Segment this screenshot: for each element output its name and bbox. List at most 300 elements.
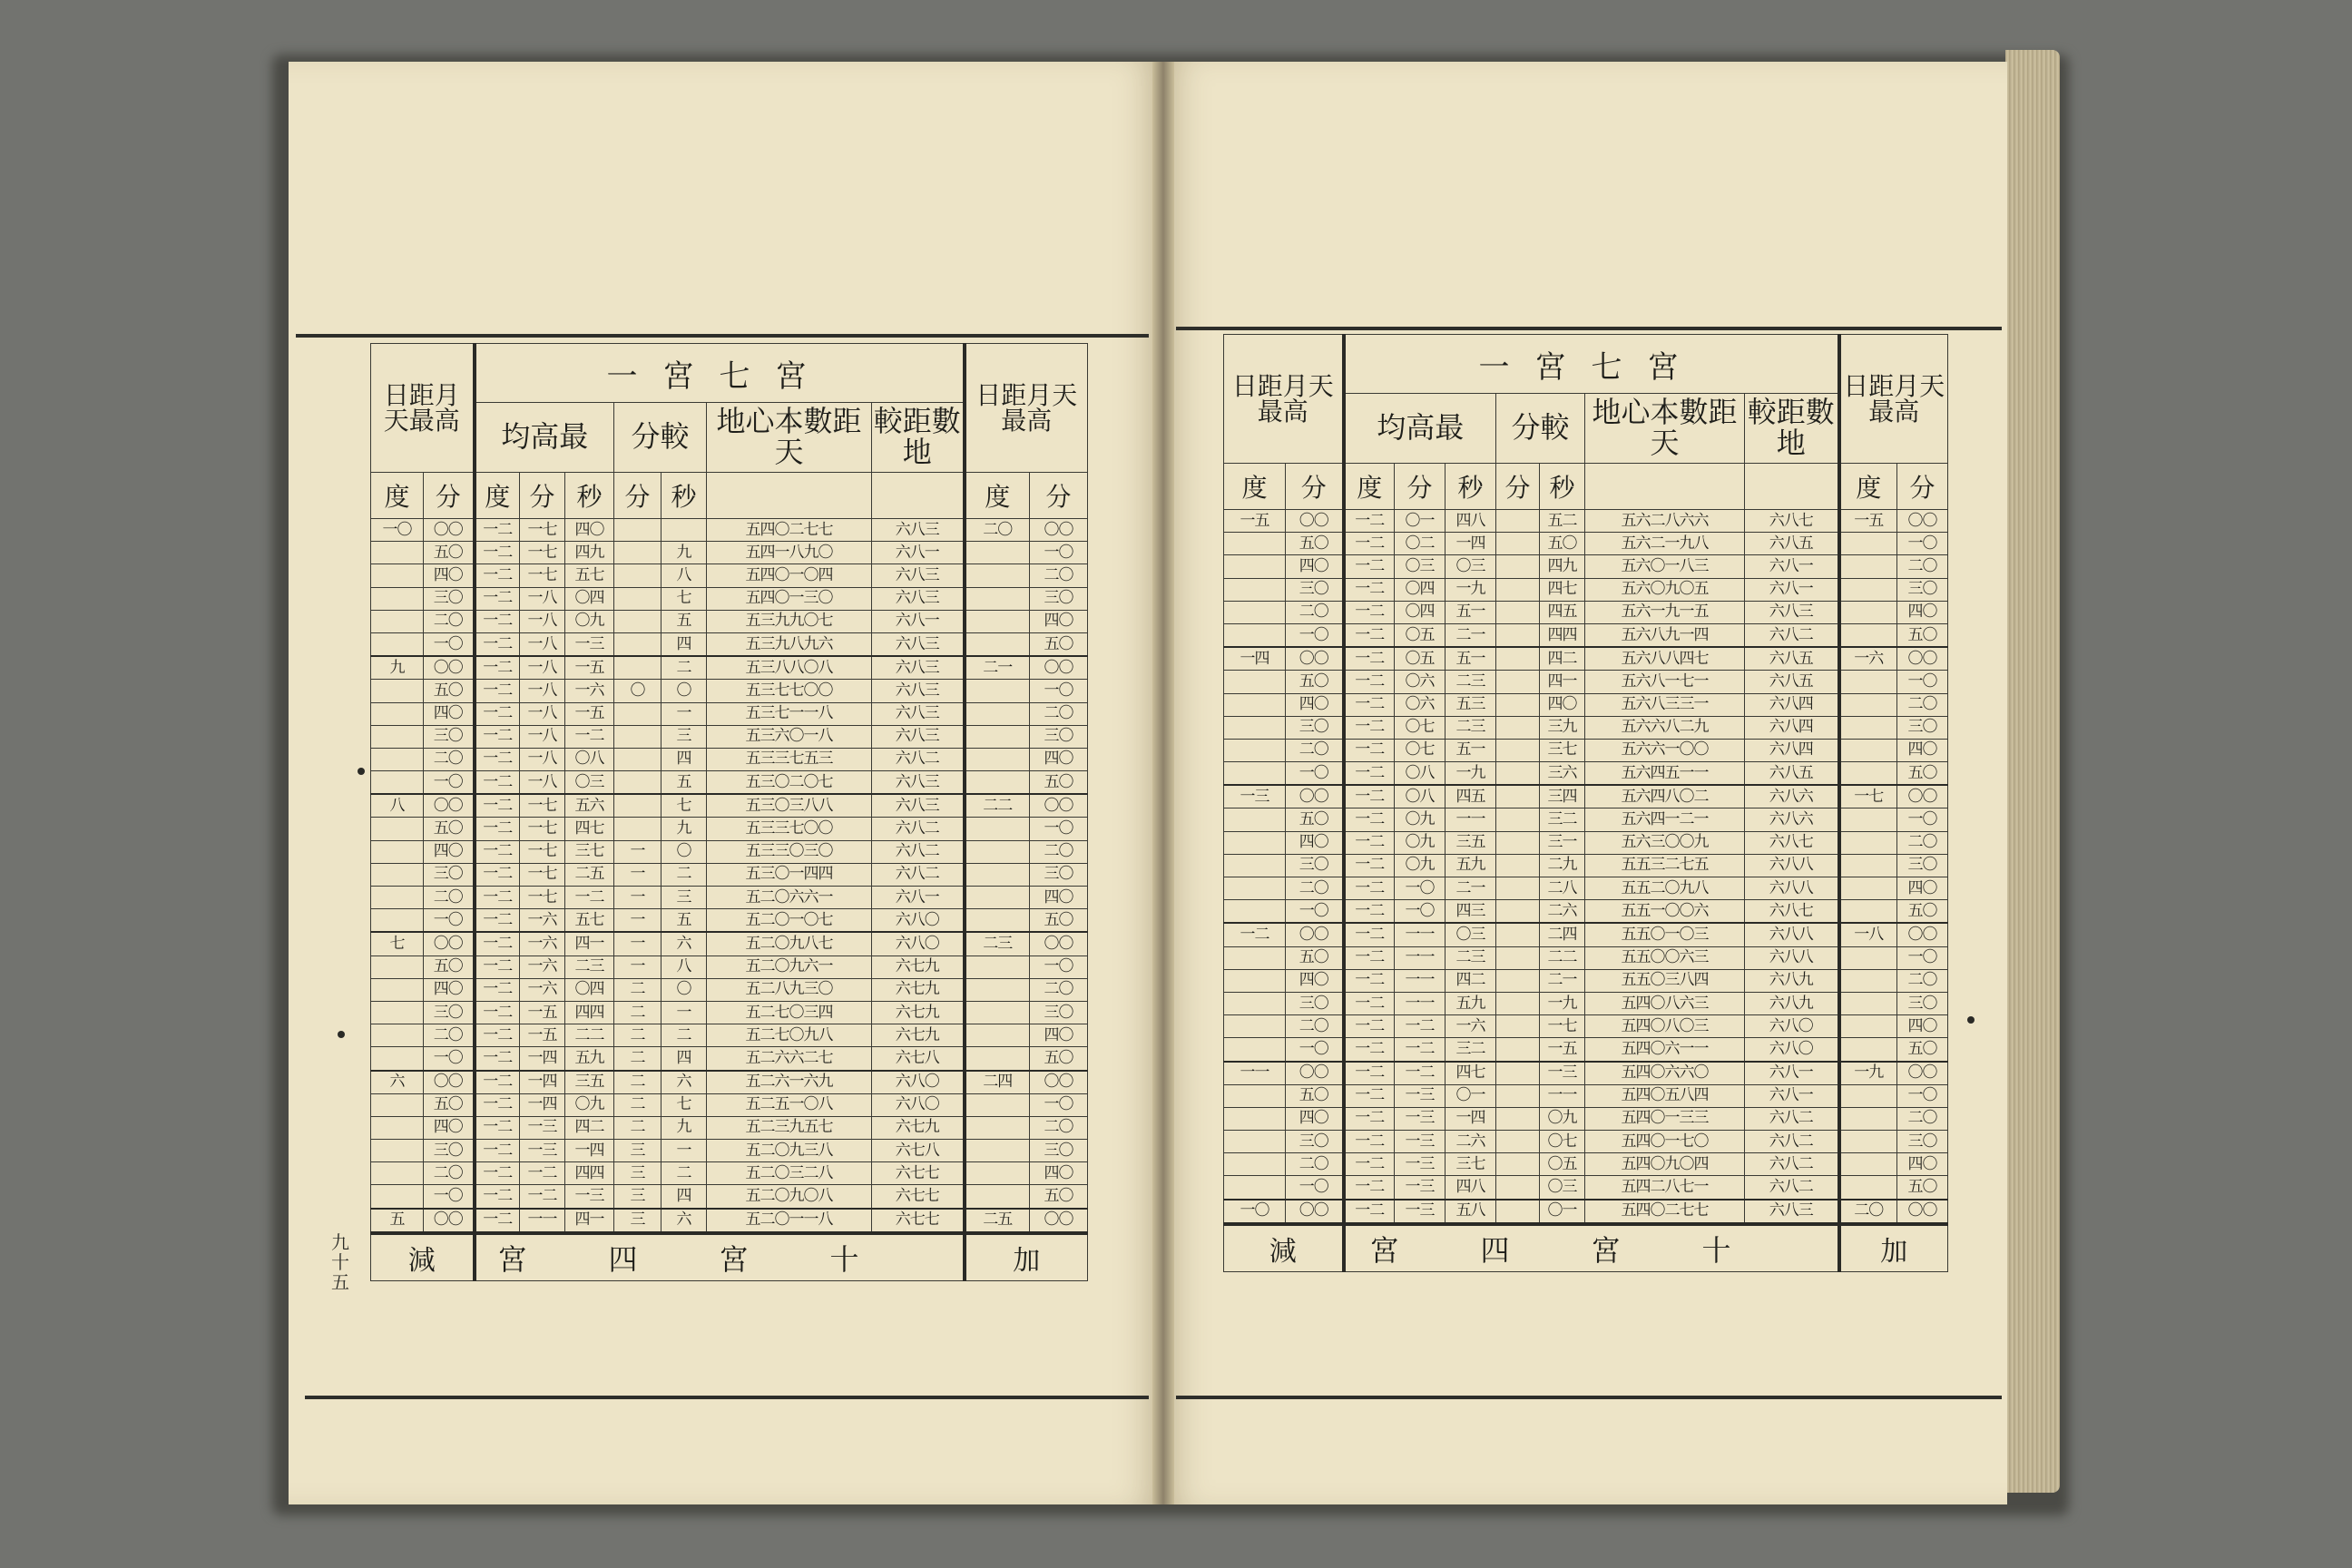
table-cell: 二〇 — [1030, 702, 1088, 725]
table-cell: 六 — [371, 1071, 424, 1094]
column-header: 地心本數距天 — [707, 403, 872, 473]
table-cell: 五四一八九〇 — [707, 542, 872, 564]
table-cell: 一二 — [1344, 671, 1395, 693]
table-cell: 一〇 — [424, 1047, 475, 1071]
table-cell: 六八三 — [872, 587, 965, 610]
table-cell: 一二 — [1344, 1038, 1395, 1062]
table-cell: 五六六一〇〇 — [1585, 739, 1745, 761]
table-cell: 三〇 — [1286, 854, 1344, 877]
table-cell: 五五一〇〇六 — [1585, 900, 1745, 924]
table-cell: 六八三 — [872, 771, 965, 795]
table-cell — [371, 680, 424, 702]
table-cell — [1839, 877, 1897, 900]
table-row — [371, 1162, 1088, 1185]
table-cell: 一二 — [475, 956, 520, 978]
table-cell — [965, 1093, 1030, 1116]
table-row — [371, 794, 1088, 818]
unit-label: 度 — [371, 473, 424, 519]
table-cell: 〇二 — [1395, 533, 1446, 555]
book-gutter — [1152, 62, 1174, 1504]
table-cell: 〇三 — [1446, 555, 1496, 578]
table-cell: 五四〇八〇三 — [1585, 1015, 1745, 1038]
table-cell: 五三〇二〇七 — [707, 771, 872, 795]
table-cell: 五三七一一八 — [707, 702, 872, 725]
table-cell: 六 — [662, 1071, 707, 1094]
table-cell: 一九 — [1839, 1062, 1897, 1085]
table-cell: 六八一 — [872, 610, 965, 632]
table-cell: 一〇 — [1030, 818, 1088, 840]
table-cell: 六八〇 — [872, 1071, 965, 1094]
table-cell: 〇四 — [565, 978, 614, 1001]
table-cell: 四〇 — [1897, 601, 1948, 623]
table-cell: 〇三 — [1540, 1176, 1585, 1200]
table-cell: 六八〇 — [872, 909, 965, 933]
binding-hole — [358, 768, 365, 775]
table-cell: 一〇 — [1395, 900, 1446, 924]
table-row — [371, 978, 1088, 1001]
table-cell — [965, 909, 1030, 933]
table-cell: 五四〇一三三 — [1585, 1107, 1745, 1130]
table-cell — [1496, 992, 1540, 1014]
table-cell: 九 — [662, 818, 707, 840]
table-cell: 二〇 — [1286, 739, 1344, 761]
table-cell: 一四 — [565, 1140, 614, 1162]
table-cell: 五四〇一三〇 — [707, 587, 872, 610]
table-cell: 六七八 — [872, 1047, 965, 1071]
table-cell: 四〇 — [1286, 969, 1344, 992]
table-cell: 一二 — [475, 863, 520, 886]
table-cell — [1839, 671, 1897, 693]
footer-side-label: 減 — [1224, 1224, 1344, 1272]
table-cell — [371, 818, 424, 840]
table-cell: 四四 — [565, 1162, 614, 1185]
table-cell: 五六一九一五 — [1585, 601, 1745, 623]
unit-label: 分 — [1395, 464, 1446, 510]
table-cell — [965, 956, 1030, 978]
table-row — [1224, 601, 1948, 623]
table-cell: 六八三 — [1745, 601, 1839, 623]
table-cell: 一〇 — [1030, 1093, 1088, 1116]
table-row — [371, 632, 1088, 656]
table-cell: 一二 — [1344, 578, 1395, 601]
table-cell — [1839, 946, 1897, 969]
table-cell: 五六八九一四 — [1585, 623, 1745, 647]
table-cell: 六八三 — [872, 794, 965, 818]
table-cell: 二〇 — [1286, 1153, 1344, 1176]
table-cell: 四〇 — [424, 564, 475, 587]
table-cell: 一三 — [1395, 1107, 1446, 1130]
table-cell: 一二 — [475, 1093, 520, 1116]
table-cell — [965, 1024, 1030, 1047]
table-cell — [1839, 808, 1897, 831]
table-cell — [614, 632, 662, 656]
column-header: 分較 — [1496, 394, 1585, 464]
table-cell: 六八九 — [1745, 969, 1839, 992]
table-cell — [1224, 555, 1286, 578]
table-cell: 五三〇三八八 — [707, 794, 872, 818]
table-cell — [965, 1116, 1030, 1139]
table-cell — [965, 887, 1030, 909]
table-cell: 六八四 — [1745, 716, 1839, 739]
table-cell — [371, 1001, 424, 1024]
unit-label: 分 — [1897, 464, 1948, 510]
table-cell — [1224, 623, 1286, 647]
table-cell: 一 — [614, 932, 662, 956]
table-row — [371, 680, 1088, 702]
table-row — [1224, 1015, 1948, 1038]
table-cell — [1496, 623, 1540, 647]
table-cell: 四〇 — [1286, 831, 1344, 854]
table-cell: 〇〇 — [424, 932, 475, 956]
table-cell: 三〇 — [1897, 854, 1948, 877]
table-cell: 一二 — [475, 1071, 520, 1094]
table-cell: 一九 — [1540, 992, 1585, 1014]
table-cell — [1224, 808, 1286, 831]
table-cell: 二 — [614, 1071, 662, 1094]
table-cell — [1224, 739, 1286, 761]
table-cell: 一 — [662, 702, 707, 725]
table-cell — [1224, 946, 1286, 969]
table-cell — [371, 587, 424, 610]
table-cell: 四〇 — [1540, 693, 1585, 716]
table-cell: 一二 — [475, 1162, 520, 1185]
table-cell: 四一 — [1540, 671, 1585, 693]
table-cell: 四〇 — [1897, 877, 1948, 900]
table-cell: 一二 — [1344, 1015, 1395, 1038]
unit-label: 度 — [475, 473, 520, 519]
table-cell: 二一 — [1446, 623, 1496, 647]
table-cell: 〇四 — [1395, 578, 1446, 601]
table-row — [371, 1209, 1088, 1233]
table-cell: 五三三〇三〇 — [707, 840, 872, 863]
unit-label: 分 — [614, 473, 662, 519]
unit-label — [707, 473, 872, 519]
table-cell: 五二〇九六一 — [707, 956, 872, 978]
table-row — [371, 519, 1088, 542]
table-cell: 三六 — [1540, 762, 1585, 786]
table-cell: 五二〇九八七 — [707, 932, 872, 956]
table-cell: 九 — [662, 1116, 707, 1139]
table-cell — [1496, 1038, 1540, 1062]
table-cell — [371, 887, 424, 909]
table-cell — [1496, 716, 1540, 739]
table-cell — [1224, 693, 1286, 716]
table-cell: 〇五 — [1540, 1153, 1585, 1176]
table-cell: 六八三 — [872, 725, 965, 748]
table-cell: 一二 — [1344, 1131, 1395, 1153]
table-cell: 一二 — [1344, 854, 1395, 877]
table-cell: 四五 — [1446, 785, 1496, 808]
table-cell: 一三 — [565, 632, 614, 656]
table-cell: 一六 — [1839, 647, 1897, 671]
table-row — [1224, 739, 1948, 761]
table-cell: 五二六六二七 — [707, 1047, 872, 1071]
footer-title: 宮四宮十 — [475, 1233, 965, 1281]
table-cell: 二〇 — [1030, 564, 1088, 587]
table-cell: 二〇 — [1030, 1116, 1088, 1139]
table-row — [371, 818, 1088, 840]
table-cell: 六八三 — [872, 632, 965, 656]
table-cell: 五六二八六六 — [1585, 510, 1745, 533]
table-cell: 五二六一六九 — [707, 1071, 872, 1094]
table-row — [1224, 1038, 1948, 1062]
table-cell: 五〇 — [1286, 808, 1344, 831]
table-cell: 〇〇 — [1030, 794, 1088, 818]
table-row — [1224, 1107, 1948, 1130]
table-cell: 二〇 — [1897, 969, 1948, 992]
table-cell — [371, 1093, 424, 1116]
table-cell: 四九 — [1540, 555, 1585, 578]
table-cell: 一六 — [520, 932, 565, 956]
table-cell: 〇〇 — [1030, 656, 1088, 680]
table-cell: 五三 — [1446, 693, 1496, 716]
table-cell: 四七 — [1446, 1062, 1496, 1085]
table-cell — [1839, 578, 1897, 601]
table-cell: 二〇 — [424, 1162, 475, 1185]
table-cell: 一二 — [475, 1001, 520, 1024]
table-row — [1224, 671, 1948, 693]
table-row — [1224, 623, 1948, 647]
table-cell — [1224, 716, 1286, 739]
table-cell: 〇 — [662, 680, 707, 702]
table-cell: 三〇 — [1897, 716, 1948, 739]
table-row — [371, 725, 1088, 748]
table-cell: 三〇 — [1286, 578, 1344, 601]
table-cell: 〇四 — [565, 587, 614, 610]
table-cell: 一二 — [1344, 1084, 1395, 1107]
table-cell — [965, 818, 1030, 840]
table-cell: 〇八 — [565, 748, 614, 770]
table-row — [1224, 854, 1948, 877]
table-cell: 六八二 — [1745, 623, 1839, 647]
table-cell: 〇六 — [1395, 693, 1446, 716]
table-body — [371, 519, 1088, 1233]
table-cell — [371, 840, 424, 863]
table-cell — [1496, 533, 1540, 555]
table-row — [371, 840, 1088, 863]
table-cell: 三 — [614, 1209, 662, 1233]
table-cell: 〇 — [662, 978, 707, 1001]
table-cell: 一三 — [1395, 1153, 1446, 1176]
table-cell — [1496, 785, 1540, 808]
table-cell: 二二 — [565, 1024, 614, 1047]
table-cell — [371, 1024, 424, 1047]
table-cell: 三二 — [1446, 1038, 1496, 1062]
table-cell: 六八一 — [1745, 578, 1839, 601]
table-cell: 一二 — [1344, 1200, 1395, 1224]
table-cell — [1224, 900, 1286, 924]
table-cell — [1224, 533, 1286, 555]
table-cell: 一二 — [1344, 785, 1395, 808]
table-cell — [1839, 762, 1897, 786]
table-cell: 八 — [662, 956, 707, 978]
binding-hole — [1967, 1016, 1975, 1024]
table-cell: 一一 — [1395, 992, 1446, 1014]
table-cell: 五 — [662, 909, 707, 933]
table-title: 一宮七宮 — [1344, 335, 1839, 394]
table-cell: 二〇 — [1839, 1200, 1897, 1224]
table-cell — [1496, 1200, 1540, 1224]
table-row — [371, 748, 1088, 770]
table-cell: 一二 — [1344, 739, 1395, 761]
table-cell: 四一 — [565, 1209, 614, 1233]
table-cell: 六八七 — [1745, 831, 1839, 854]
table-cell: 一七 — [520, 840, 565, 863]
table-cell: 二〇 — [424, 748, 475, 770]
table-cell: 二 — [614, 1024, 662, 1047]
table-cell — [1839, 533, 1897, 555]
table-cell: 六八二 — [872, 840, 965, 863]
table-cell: 一七 — [520, 818, 565, 840]
table-cell: 六八三 — [872, 680, 965, 702]
table-cell — [1496, 739, 1540, 761]
table-cell: 六八二 — [872, 818, 965, 840]
table-cell: 四〇 — [424, 702, 475, 725]
table-cell — [1224, 1038, 1286, 1062]
table-cell: 四〇 — [565, 519, 614, 542]
table-cell: 五二〇三二八 — [707, 1162, 872, 1185]
table-cell: 三〇 — [1030, 1140, 1088, 1162]
table-cell: 五七 — [565, 564, 614, 587]
table-cell: 三四 — [1540, 785, 1585, 808]
table-cell: 一一 — [1395, 969, 1446, 992]
table-cell: 一四 — [1446, 533, 1496, 555]
table-cell: 一二 — [1344, 762, 1395, 786]
table-cell: 二 — [614, 978, 662, 1001]
table-cell: 五四〇一〇四 — [707, 564, 872, 587]
table-cell: 六八一 — [1745, 1084, 1839, 1107]
table-cell: 一二 — [475, 725, 520, 748]
table-cell — [965, 610, 1030, 632]
table-cell: 〇〇 — [424, 1209, 475, 1233]
table-cell: 五二五一〇八 — [707, 1093, 872, 1116]
table-cell: 五三三七〇〇 — [707, 818, 872, 840]
table-cell: 五四〇六一一 — [1585, 1038, 1745, 1062]
unit-label: 秒 — [1446, 464, 1496, 510]
table-cell: 一二 — [475, 909, 520, 933]
table-cell: 六七九 — [872, 978, 965, 1001]
table-cell — [1839, 969, 1897, 992]
table-cell: 一 — [662, 1140, 707, 1162]
table-cell: 四〇 — [1897, 739, 1948, 761]
table-row — [371, 932, 1088, 956]
table-cell — [614, 542, 662, 564]
table-cell — [1496, 854, 1540, 877]
table-cell: 四 — [662, 1185, 707, 1209]
table-cell: 五三六〇一八 — [707, 725, 872, 748]
table-cell: 六八〇 — [1745, 1015, 1839, 1038]
table-cell: 二〇 — [1897, 831, 1948, 854]
table-cell: 五九 — [565, 1047, 614, 1071]
table-cell: 一一 — [1395, 946, 1446, 969]
table-cell — [371, 956, 424, 978]
table-cell: 一四 — [520, 1093, 565, 1116]
table-cell — [965, 1185, 1030, 1209]
table-row — [1224, 555, 1948, 578]
table-cell: 三〇 — [1897, 578, 1948, 601]
table-cell — [965, 702, 1030, 725]
table-cell: 一二 — [1344, 555, 1395, 578]
table-cell: 四〇 — [1030, 887, 1088, 909]
table-cell: 六八九 — [1745, 992, 1839, 1014]
table-cell: 二〇 — [965, 519, 1030, 542]
column-header: 地心本數距天 — [1585, 394, 1745, 464]
table-cell: 〇〇 — [424, 1071, 475, 1094]
table-cell: 六八三 — [872, 656, 965, 680]
corner-header-right: 日距月天最高 — [1839, 335, 1948, 464]
table-cell: 〇〇 — [1286, 1200, 1344, 1224]
table-cell: 四二 — [1540, 647, 1585, 671]
table-cell: 五五〇〇六三 — [1585, 946, 1745, 969]
table-cell: 六八六 — [1745, 808, 1839, 831]
table-cell: 五三九八九六 — [707, 632, 872, 656]
table-cell: 〇〇 — [1897, 647, 1948, 671]
footer-title: 宮四宮十 — [1344, 1224, 1839, 1272]
table-cell — [371, 1140, 424, 1162]
table-cell: 一二 — [565, 725, 614, 748]
unit-label — [1585, 464, 1745, 510]
table-cell — [1496, 1084, 1540, 1107]
table-cell: 一七 — [1540, 1015, 1585, 1038]
table-cell: 二八 — [1540, 877, 1585, 900]
top-rule-right — [1176, 327, 2002, 330]
table-cell — [965, 542, 1030, 564]
table-cell: 五〇 — [1897, 623, 1948, 647]
table-cell: 〇三 — [1395, 555, 1446, 578]
table-cell: 二〇 — [1030, 978, 1088, 1001]
table-cell: 一七 — [520, 887, 565, 909]
table-cell: 一 — [614, 863, 662, 886]
table-row — [371, 956, 1088, 978]
table-cell — [1224, 1176, 1286, 1200]
table-row — [1224, 992, 1948, 1014]
table-cell — [1224, 969, 1286, 992]
table-cell: 一五 — [565, 656, 614, 680]
table-cell — [614, 725, 662, 748]
table-cell: 二〇 — [424, 1024, 475, 1047]
unit-label: 度 — [1839, 464, 1897, 510]
table-cell: 三〇 — [1286, 1131, 1344, 1153]
table-cell: 五六二一九八 — [1585, 533, 1745, 555]
unit-label: 秒 — [662, 473, 707, 519]
table-cell: 一二 — [1344, 510, 1395, 533]
table-cell: 五〇 — [1897, 762, 1948, 786]
table-cell — [371, 748, 424, 770]
table-cell: 一二 — [1344, 923, 1395, 946]
table-row — [1224, 1084, 1948, 1107]
table-cell: 五二〇九三八 — [707, 1140, 872, 1162]
table-row — [371, 887, 1088, 909]
table-cell: 五三〇一四四 — [707, 863, 872, 886]
table-cell: 三 — [614, 1140, 662, 1162]
table-cell: 一三 — [1395, 1176, 1446, 1200]
table-cell — [1839, 555, 1897, 578]
table-cell — [1496, 1062, 1540, 1085]
table-cell: 〇〇 — [1286, 510, 1344, 533]
table-cell: 五二 — [1540, 510, 1585, 533]
table-cell: 五六八八四七 — [1585, 647, 1745, 671]
table-row — [371, 587, 1088, 610]
table-cell: 六七七 — [872, 1209, 965, 1233]
table-cell: 一 — [662, 1001, 707, 1024]
table-cell: 四〇 — [424, 1116, 475, 1139]
table-cell: 二〇 — [1286, 601, 1344, 623]
table-cell: 〇四 — [1395, 601, 1446, 623]
table-row — [371, 702, 1088, 725]
table-cell: 五〇 — [1897, 1038, 1948, 1062]
table-cell: 一六 — [1446, 1015, 1496, 1038]
table-row — [1224, 900, 1948, 924]
